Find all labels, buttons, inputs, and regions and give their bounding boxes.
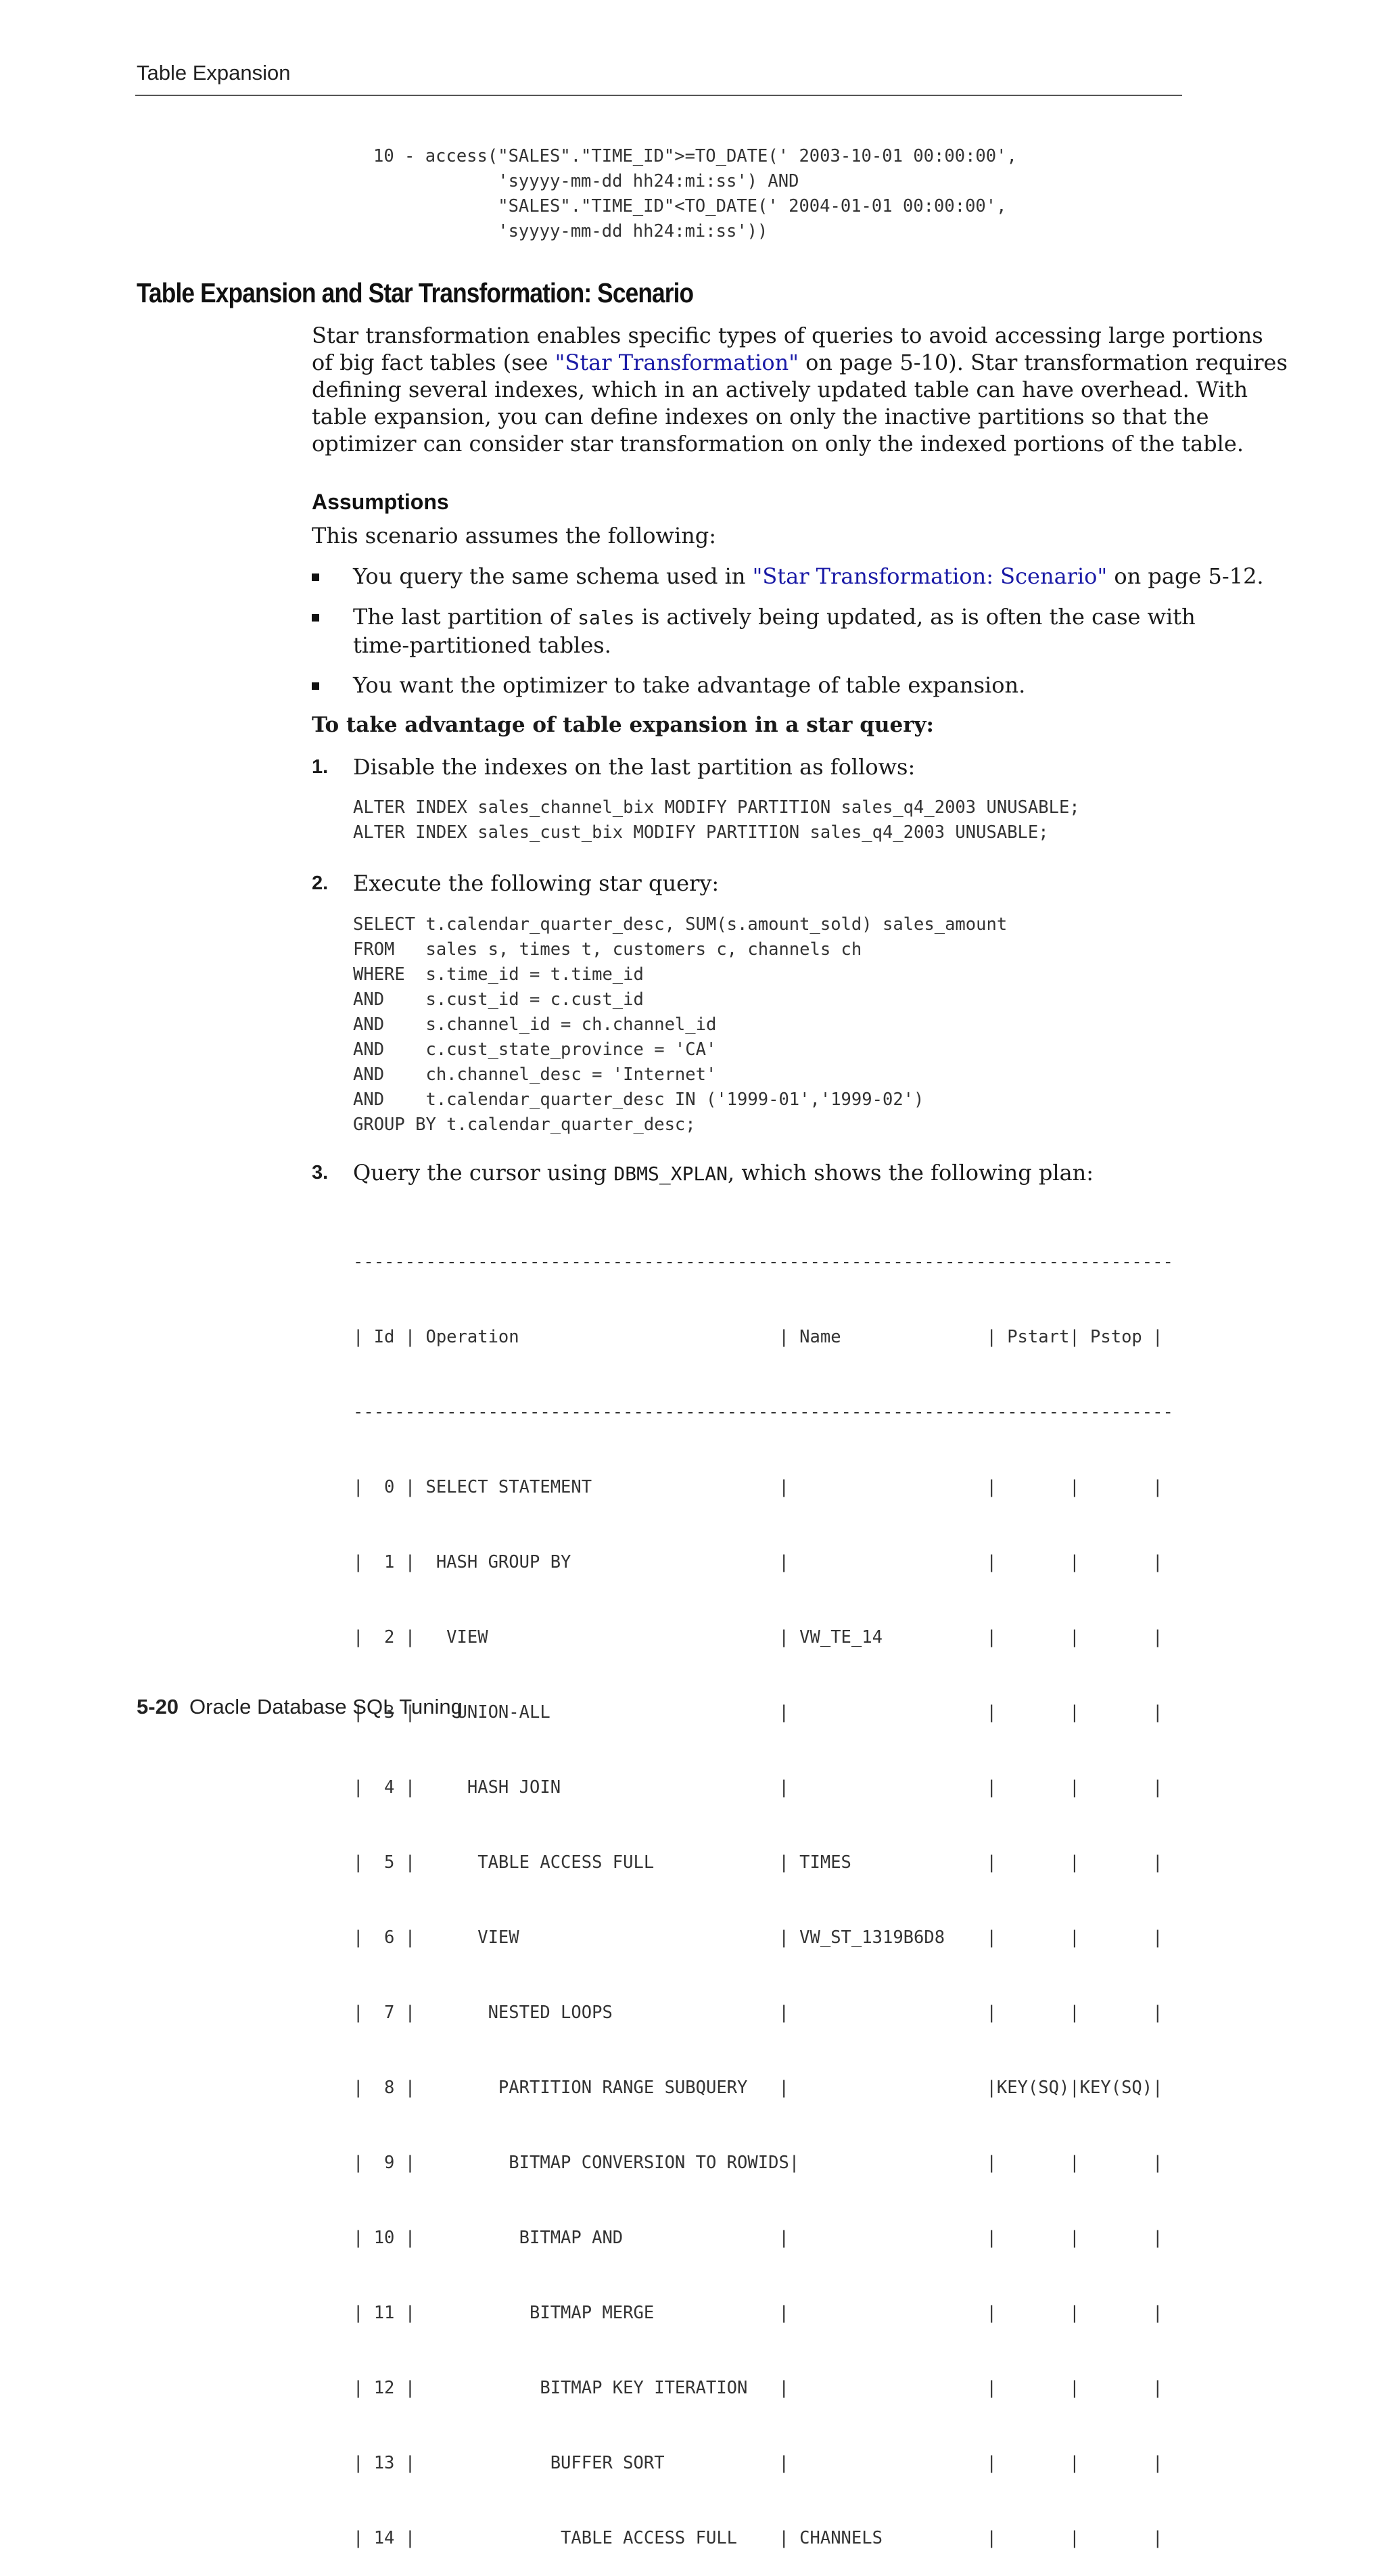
code-line: WHERE s.time_id = t.time_id: [353, 964, 644, 985]
execution-plan-table: [353, 1200, 1173, 2576]
bullet-text-part: The last partition of: [353, 604, 578, 630]
plan-row: | 14 | TABLE ACCESS FULL | CHANNELS | | |: [353, 2528, 1163, 2548]
code-line: AND t.calendar_quarter_desc IN ('1999-01','1999-02'): [353, 1090, 924, 1110]
code-block-star-query: [353, 912, 1007, 1138]
inline-code: sales: [578, 607, 635, 629]
plan-row: | 0 | SELECT STATEMENT | | | |: [353, 1477, 1163, 1497]
intro-paragraph: [312, 322, 1288, 457]
plan-row: | 9 | BITMAP CONVERSION TO ROWIDS| | | |: [353, 2153, 1163, 2173]
plan-row: | 8 | PARTITION RANGE SUBQUERY | |KEY(SQ)|KEY(SQ)|: [353, 2078, 1163, 2098]
procedure-heading: To take advantage of table expansion in a star query:: [312, 713, 934, 737]
code-block-alter-index: [353, 795, 1080, 845]
intro-line: [312, 349, 1288, 376]
plan-row: | 5 | TABLE ACCESS FULL | TIMES | | |: [353, 1852, 1163, 1873]
star-transformation-link[interactable]: "Star Transformation": [555, 350, 799, 375]
bullet-square-icon: [312, 682, 319, 690]
step-number: 3.: [312, 1162, 329, 1184]
bullet-line: [353, 603, 1196, 632]
bullet-square-icon: [312, 614, 319, 622]
plan-separator: -------------------------------------------------------------------------------: [353, 1252, 1173, 1272]
bullet-text: [353, 603, 1196, 659]
page-number: 5-20: [137, 1695, 179, 1718]
section-title: Table Expansion and Star Transformation: Scenario: [137, 277, 694, 308]
intro-text: on page 5-10). Star transformation requires: [798, 350, 1288, 375]
header-divider: [135, 95, 1182, 96]
code-line: AND c.cust_state_province = 'CA': [353, 1039, 717, 1060]
page-footer: [137, 1695, 463, 1719]
plan-row: | 13 | BUFFER SORT | | | |: [353, 2453, 1163, 2473]
code-line: GROUP BY t.calendar_quarter_desc;: [353, 1115, 696, 1135]
bullet-square-icon: [312, 573, 319, 581]
code-line: AND s.cust_id = c.cust_id: [353, 989, 644, 1010]
code-line: ALTER INDEX sales_cust_bix MODIFY PARTITION sales_q4_2003 UNUSABLE;: [353, 822, 1049, 843]
running-header: Table Expansion: [137, 61, 291, 85]
plan-row: | 6 | VIEW | VW_ST_1319B6D8 | | |: [353, 1927, 1163, 1948]
plan-header-row: | Id | Operation | Name | Pstart| Pstop |: [353, 1327, 1163, 1347]
code-line: 10 - access("SALES"."TIME_ID">=TO_DATE(' 2003-10-01 00:00:00',: [373, 146, 1017, 166]
step-number: 1.: [312, 756, 329, 778]
plan-row: | 1 | HASH GROUP BY | | | |: [353, 1552, 1163, 1572]
plan-separator: -------------------------------------------------------------------------------: [353, 1402, 1173, 1422]
plan-row: | 10 | BITMAP AND | | | |: [353, 2228, 1163, 2248]
step-number: 2.: [312, 872, 329, 894]
step-text: [353, 1159, 1094, 1188]
code-line: 'syyyy-mm-dd hh24:mi:ss')): [373, 221, 768, 241]
step-text: Disable the indexes on the last partition as follows:: [353, 754, 916, 780]
code-block-predicate: [373, 144, 1017, 244]
step-text: Execute the following star query:: [353, 870, 720, 896]
bullet-text-part: You query the same schema used in: [353, 563, 753, 589]
code-line: FROM sales s, times t, customers c, channels ch: [353, 939, 862, 960]
plan-row: | 4 | HASH JOIN | | | |: [353, 1777, 1163, 1798]
bullet-text-part: on page 5-12.: [1107, 563, 1264, 589]
code-line: SELECT t.calendar_quarter_desc, SUM(s.amount_sold) sales_amount: [353, 914, 1008, 935]
assumptions-intro: This scenario assumes the following:: [312, 523, 717, 548]
inline-code: DBMS_XPLAN: [613, 1163, 728, 1185]
star-transformation-scenario-link[interactable]: "Star Transformation: Scenario": [752, 563, 1108, 589]
intro-line: table expansion, you can define indexes on only the inactive partitions so that the: [312, 404, 1209, 429]
intro-line: Star transformation enables specific types of queries to avoid accessing large portions: [312, 323, 1263, 348]
intro-line: defining several indexes, which in an actively updated table can have overhead. With: [312, 377, 1248, 402]
code-line: AND s.channel_id = ch.channel_id: [353, 1014, 717, 1035]
bullet-text-part: is actively being updated, as is often the case with: [634, 604, 1196, 630]
code-line: 'syyyy-mm-dd hh24:mi:ss') AND: [373, 171, 799, 191]
bullet-text: You want the optimizer to take advantage of table expansion.: [353, 672, 1026, 698]
plan-row: | 7 | NESTED LOOPS | | | |: [353, 2003, 1163, 2023]
plan-row: | 12 | BITMAP KEY ITERATION | | | |: [353, 2378, 1163, 2398]
intro-text: of big fact tables (see: [312, 350, 555, 375]
code-line: ALTER INDEX sales_channel_bix MODIFY PARTITION sales_q4_2003 UNUSABLE;: [353, 797, 1080, 818]
plan-row: | 2 | VIEW | VW_TE_14 | | |: [353, 1627, 1163, 1647]
code-line: "SALES"."TIME_ID"<TO_DATE(' 2004-01-01 00:00:00',: [373, 196, 1007, 216]
assumptions-heading: Assumptions: [312, 490, 449, 514]
bullet-text: [353, 563, 1264, 590]
code-line: AND ch.channel_desc = 'Internet': [353, 1064, 717, 1085]
step-text-part: Query the cursor using: [353, 1160, 614, 1186]
book-title: Oracle Database SQL Tuning: [189, 1695, 463, 1718]
plan-row: | 3 | UNION-ALL | | | |: [353, 1702, 1163, 1723]
bullet-line: time-partitioned tables.: [353, 632, 611, 658]
step-text-part: , which shows the following plan:: [728, 1160, 1094, 1186]
plan-row: | 11 | BITMAP MERGE | | | |: [353, 2303, 1163, 2323]
intro-line: optimizer can consider star transformation on only the indexed portions of the table.: [312, 431, 1244, 456]
